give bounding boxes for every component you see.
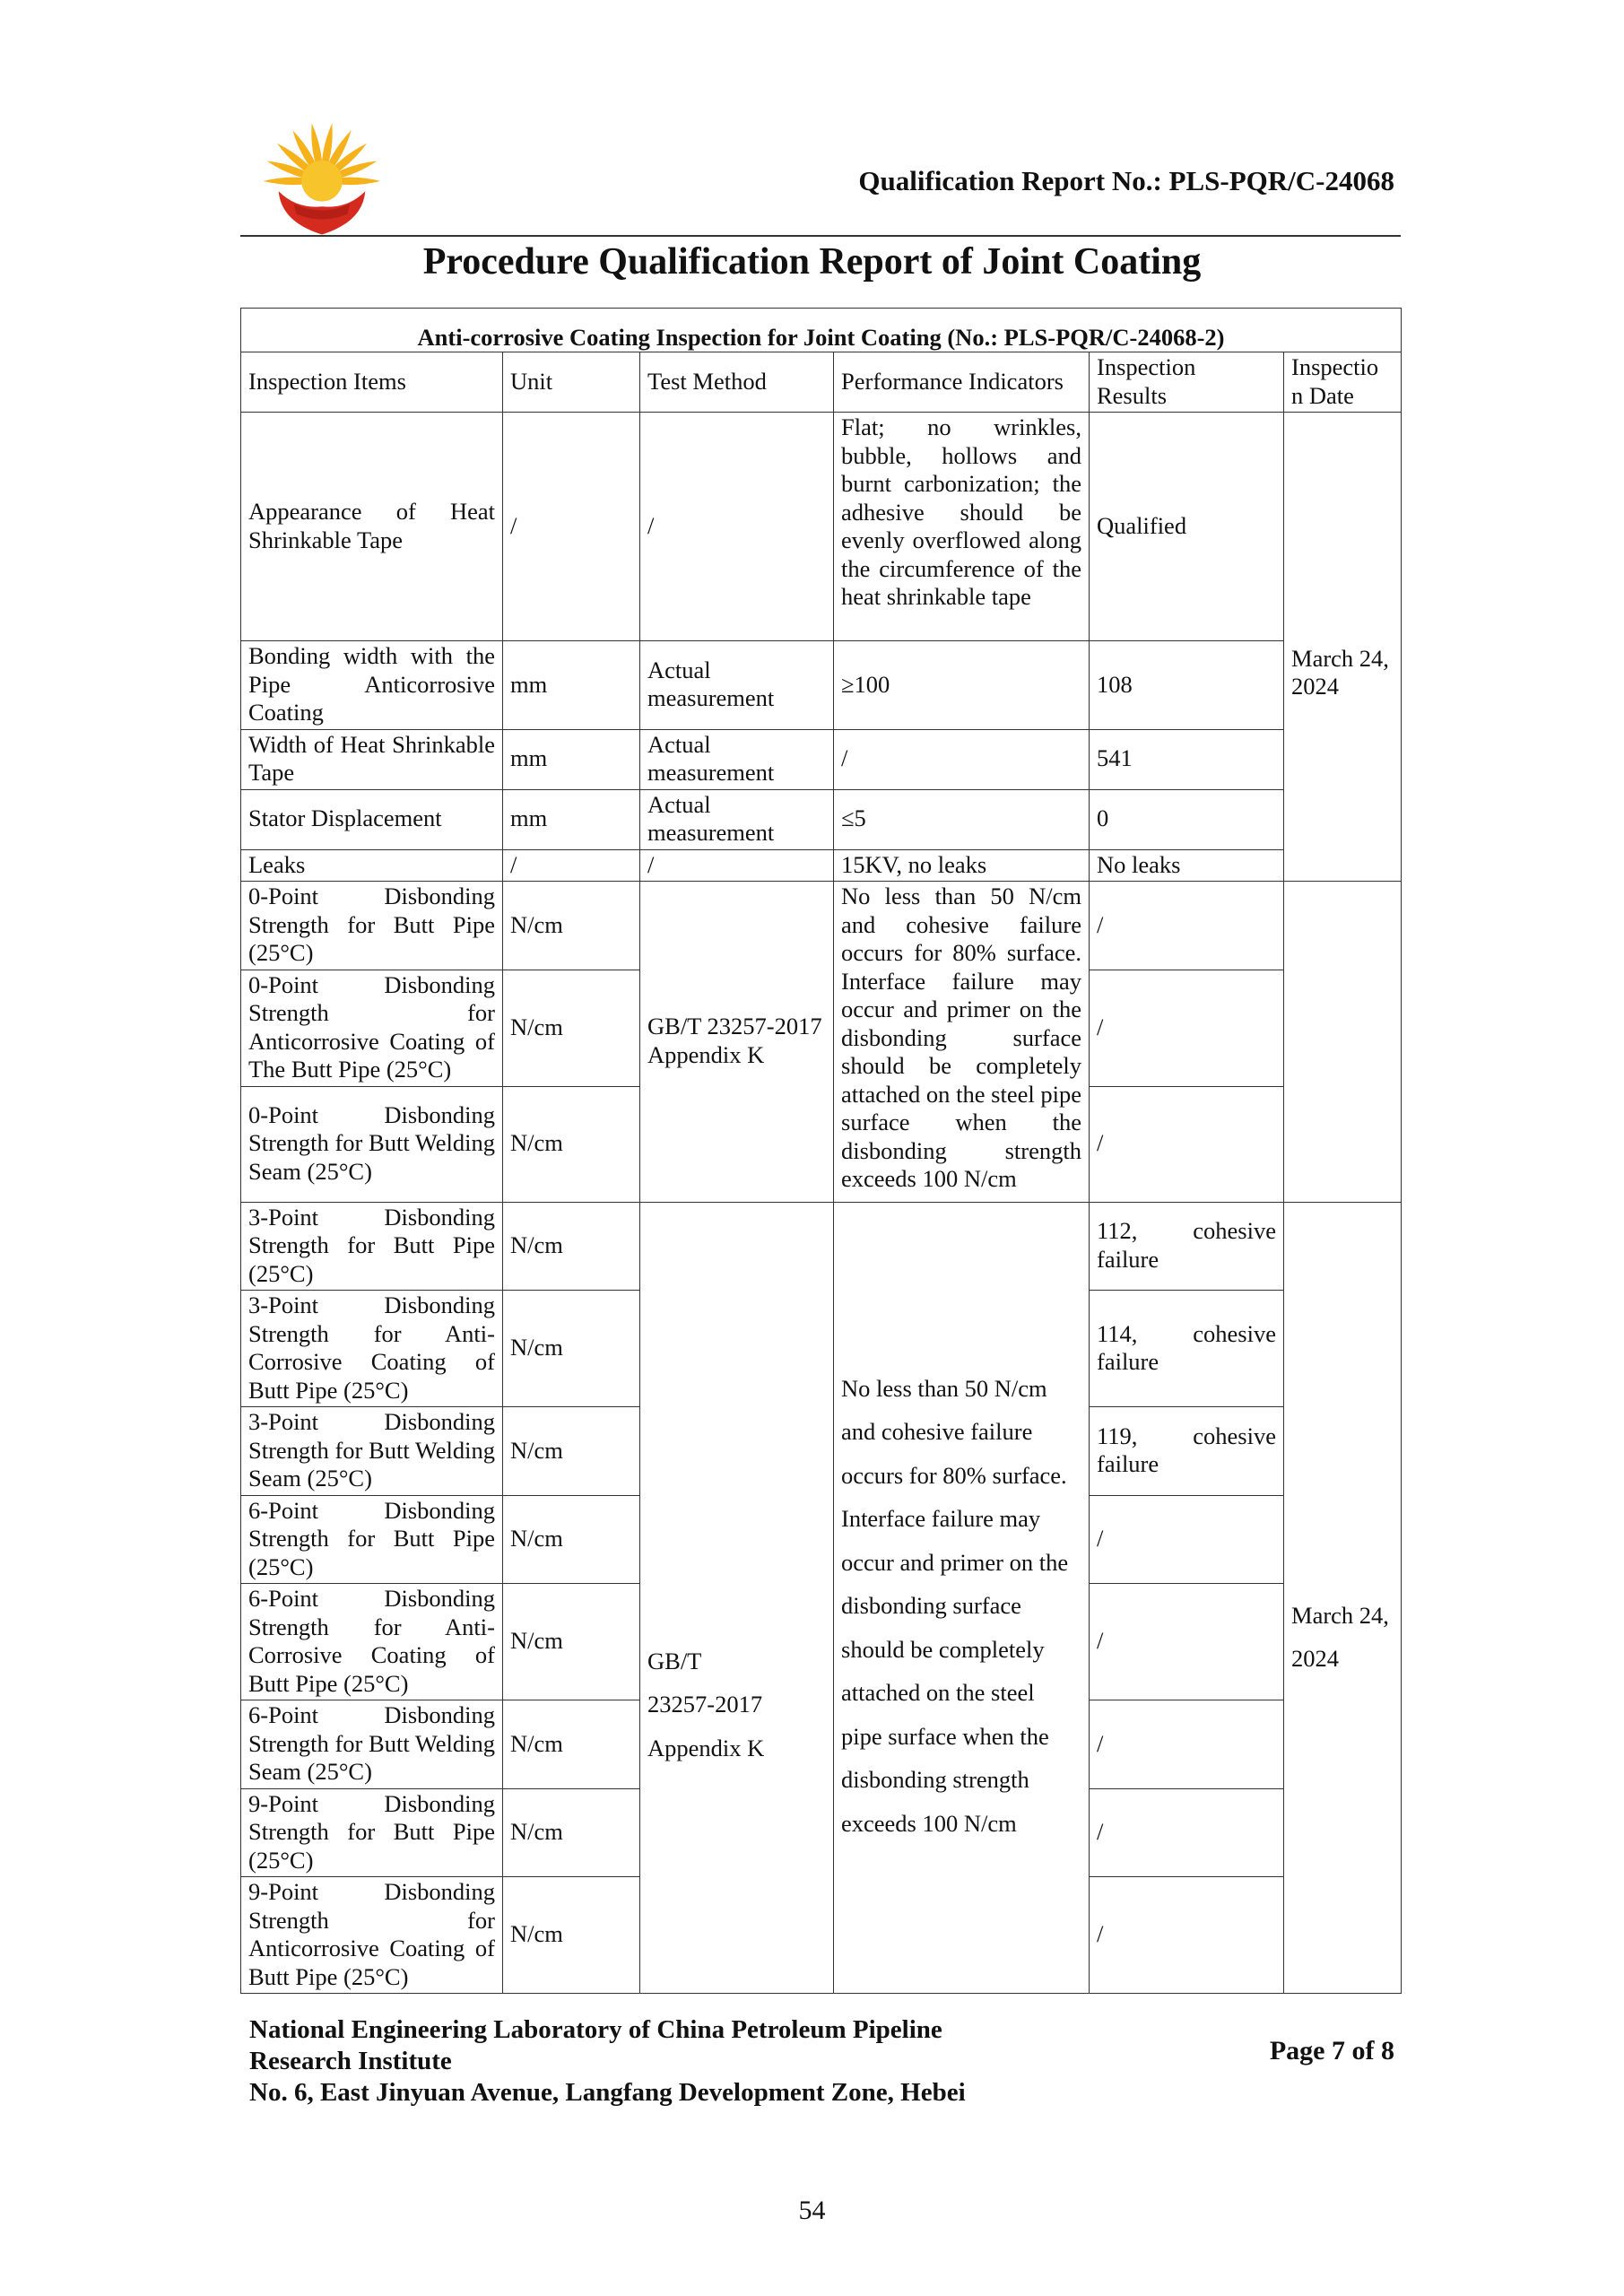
indicator-cell: 15KV, no leaks [834, 849, 1090, 882]
item-cell: 3-Point Disbonding Strength for Butt Welding Seam (25°C) [241, 1407, 503, 1496]
unit-cell: N/cm [503, 1788, 640, 1877]
indicator-cell: No less than 50 N/cm and cohesive failure occurs for 80% surface. Interface failure may occur and primer on the disbonding surface should be completely attached on the steel pipe surface when the disbonding strength exceeds 100 N/cm [834, 1202, 1090, 1994]
indicator-cell: Flat; no wrinkles, bubble, hollows and burnt carbonization; the adhesive should be evenly overflowed along the circumference of the heat shrinkable tape [834, 413, 1090, 641]
inspection-date-cell [1284, 882, 1402, 1203]
table-row [241, 729, 1402, 789]
result-cell: / [1090, 970, 1284, 1086]
method-cell: / [640, 849, 834, 882]
result-cell: / [1090, 1788, 1284, 1877]
unit-cell: N/cm [503, 1202, 640, 1291]
footer-organization [249, 2014, 966, 2109]
item-cell: Appearance of Heat Shrinkable Tape [241, 413, 503, 641]
result-cell: 119, cohesive failure [1090, 1407, 1284, 1496]
result-cell: No leaks [1090, 849, 1284, 882]
unit-cell: / [503, 413, 640, 641]
item-cell: 6-Point Disbonding Strength for Butt Welding Seam (25°C) [241, 1700, 503, 1789]
method-cell: GB/T 23257-2017 Appendix K [640, 882, 834, 1203]
method-cell: Actual measurement [640, 789, 834, 849]
column-header-indicators: Performance Indicators [834, 352, 1090, 413]
method-cell: Actual measurement [640, 729, 834, 789]
column-header-method: Test Method [640, 352, 834, 413]
unit-cell: N/cm [503, 1700, 640, 1789]
table-title-row [241, 309, 1402, 352]
unit-cell: N/cm [503, 1086, 640, 1202]
item-cell: Stator Displacement [241, 789, 503, 849]
indicator-cell: ≥100 [834, 641, 1090, 730]
result-cell: 108 [1090, 641, 1284, 730]
header-divider [240, 235, 1401, 237]
page-indicator: Page 7 of 8 [1269, 2036, 1394, 2066]
item-cell: Width of Heat Shrinkable Tape [241, 729, 503, 789]
footer-address: No. 6, East Jinyuan Avenue, Langfang Development Zone, Hebei [249, 2078, 966, 2107]
page-number: 54 [798, 2196, 826, 2225]
item-cell: 0-Point Disbonding Strength for Butt Pipe (25°C) [241, 882, 503, 970]
column-header-date: Inspectio n Date [1284, 352, 1402, 413]
table-title: Anti-corrosive Coating Inspection for Joint Coating (No.: PLS-PQR/C-24068-2) [241, 309, 1402, 352]
unit-cell: N/cm [503, 1291, 640, 1407]
result-cell: 541 [1090, 729, 1284, 789]
unit-cell: N/cm [503, 1407, 640, 1496]
result-cell: / [1090, 1495, 1284, 1584]
method-cell: Actual measurement [640, 641, 834, 730]
indicator-cell: / [834, 729, 1090, 789]
item-cell: 0-Point Disbonding Strength for Butt Welding Seam (25°C) [241, 1086, 503, 1202]
table-header-row [241, 352, 1402, 413]
item-cell: 6-Point Disbonding Strength for Butt Pipe (25°C) [241, 1495, 503, 1584]
column-header-unit: Unit [503, 352, 640, 413]
report-number: Qualification Report No.: PLS-PQR/C-24068 [858, 165, 1394, 196]
table-row [241, 849, 1402, 882]
unit-cell: mm [503, 641, 640, 730]
unit-cell: mm [503, 729, 640, 789]
petrochina-logo-icon [258, 115, 386, 242]
unit-cell: N/cm [503, 1495, 640, 1584]
table-row [241, 413, 1402, 641]
item-cell: 0-Point Disbonding Strength for Anticorrosive Coating of The Butt Pipe (25°C) [241, 970, 503, 1086]
unit-cell: N/cm [503, 1877, 640, 1994]
unit-cell: N/cm [503, 970, 640, 1086]
result-cell: 0 [1090, 789, 1284, 849]
method-cell: GB/T 23257-2017 Appendix K [640, 1202, 834, 1994]
table-row [241, 641, 1402, 730]
item-cell: 3-Point Disbonding Strength for Butt Pipe (25°C) [241, 1202, 503, 1291]
column-header-results: Inspection Results [1090, 352, 1284, 413]
item-cell: 9-Point Disbonding Strength for Anticorrosive Coating of Butt Pipe (25°C) [241, 1877, 503, 1994]
result-cell: / [1090, 1877, 1284, 1994]
result-cell: 112, cohesive failure [1090, 1202, 1284, 1291]
footer-org-line-1: National Engineering Laboratory of China Petroleum Pipeline [249, 2015, 942, 2044]
method-cell: / [640, 413, 834, 641]
indicator-cell: No less than 50 N/cm and cohesive failure occurs for 80% surface. Interface failure may occur and primer on the disbonding surface should be completely attached on the steel pipe surface when the disbonding strength exceeds 100 N/cm [834, 882, 1090, 1203]
unit-cell: / [503, 849, 640, 882]
inspection-date-cell: March 24, 2024 [1284, 1202, 1402, 1994]
unit-cell: N/cm [503, 882, 640, 970]
table-row [241, 882, 1402, 970]
inspection-date-cell: March 24, 2024 [1284, 413, 1402, 882]
item-cell: Leaks [241, 849, 503, 882]
footer-org-line-2: Research Institute [249, 2047, 452, 2075]
inspection-table [240, 308, 1402, 1994]
result-cell: 114, cohesive failure [1090, 1291, 1284, 1407]
table-row [241, 789, 1402, 849]
result-cell: / [1090, 1086, 1284, 1202]
table-row [241, 1202, 1402, 1291]
result-cell: Qualified [1090, 413, 1284, 641]
item-cell: 6-Point Disbonding Strength for Anti-Corrosive Coating of Butt Pipe (25°C) [241, 1584, 503, 1700]
item-cell: 9-Point Disbonding Strength for Butt Pipe (25°C) [241, 1788, 503, 1877]
item-cell: 3-Point Disbonding Strength for Anti-Corrosive Coating of Butt Pipe (25°C) [241, 1291, 503, 1407]
document-title: Procedure Qualification Report of Joint Coating [422, 241, 1202, 283]
result-cell: / [1090, 1700, 1284, 1789]
unit-cell: N/cm [503, 1584, 640, 1700]
unit-cell: mm [503, 789, 640, 849]
item-cell: Bonding width with the Pipe Anticorrosive Coating [241, 641, 503, 730]
indicator-cell: ≤5 [834, 789, 1090, 849]
result-cell: / [1090, 882, 1284, 970]
column-header-items: Inspection Items [241, 352, 503, 413]
result-cell: / [1090, 1584, 1284, 1700]
